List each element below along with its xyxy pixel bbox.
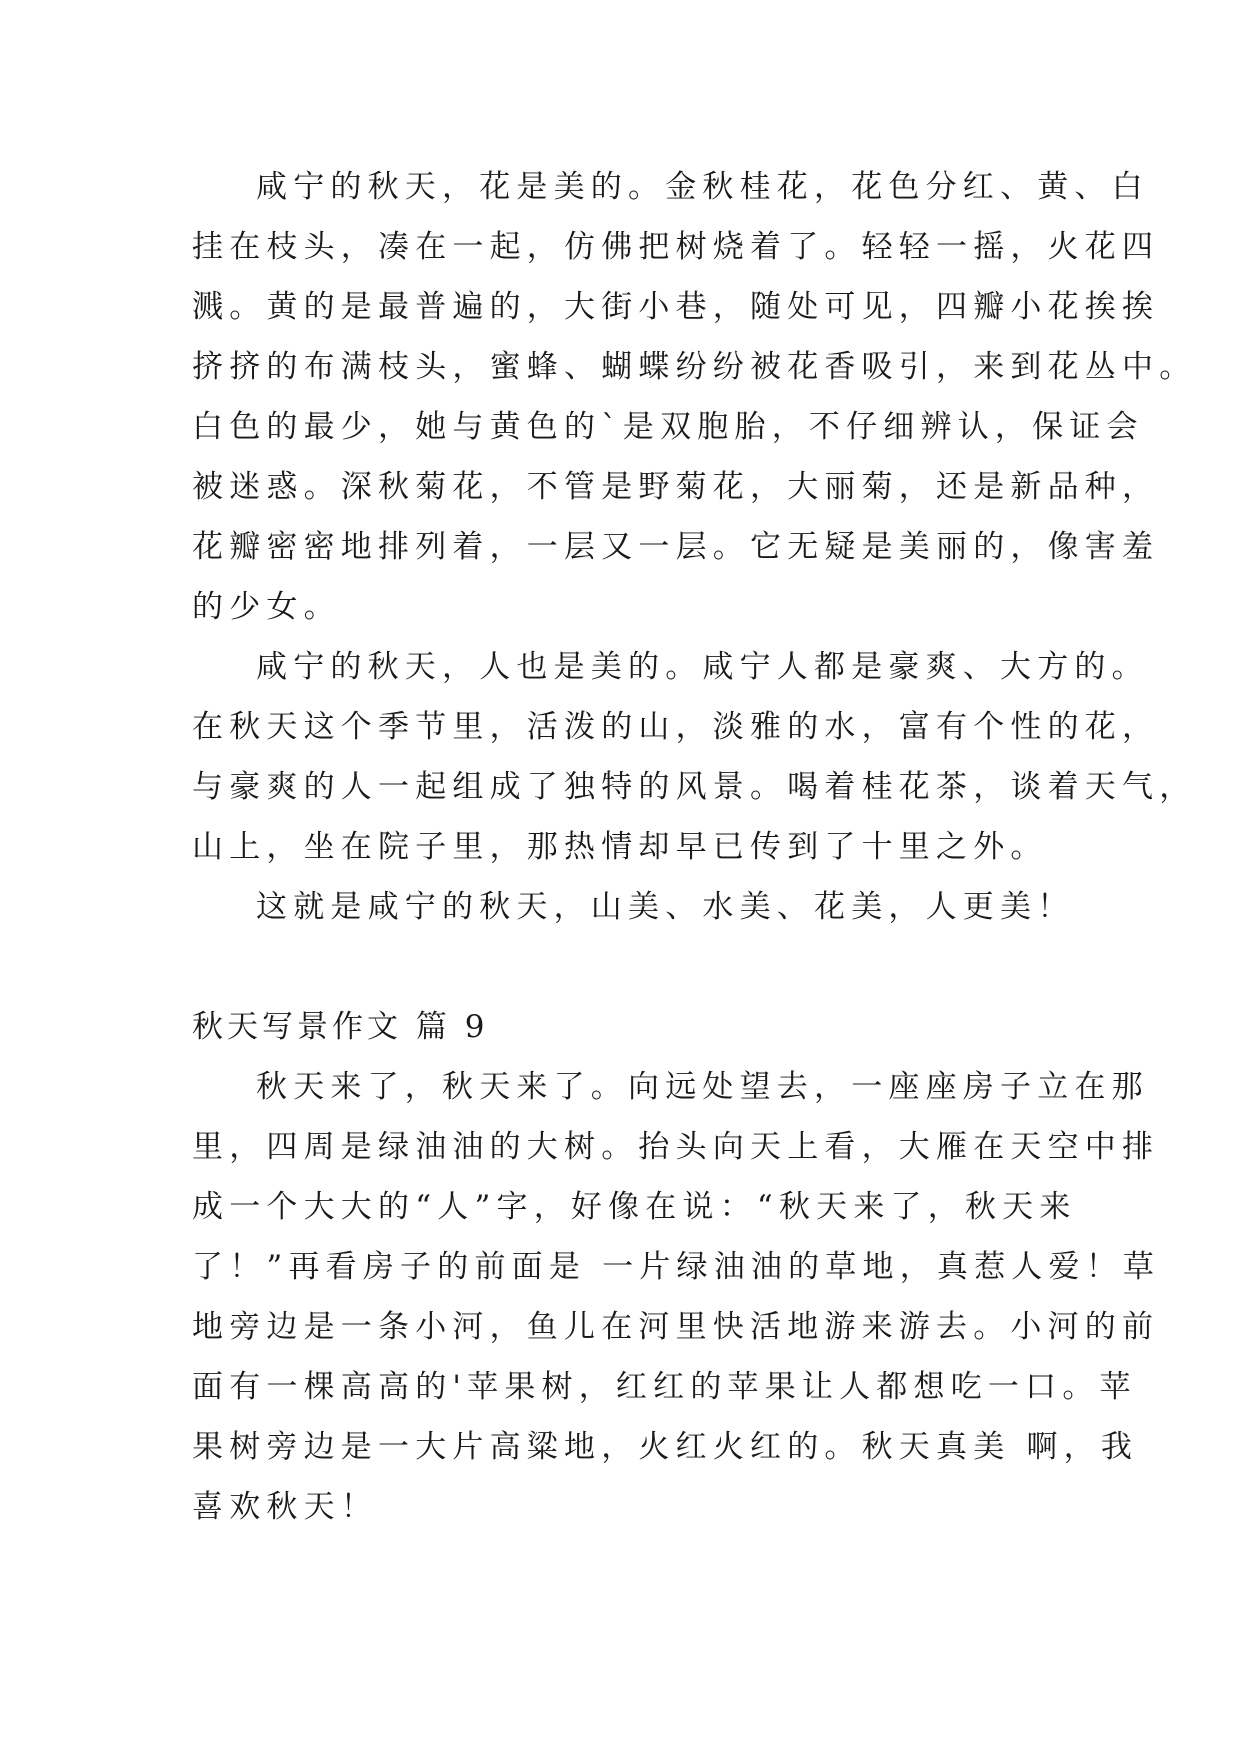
paragraph-1-line-5: 白色的最少，她与黄色的`是双胞胎，不仔细辨认，保证会 [192, 409, 1144, 445]
paragraph-4-line-7: 果树旁边是一大片高粱地，火红火红的。秋天真美 啊，我 [192, 1429, 1139, 1465]
section-heading: 秋天写景作文 篇 9 [192, 1009, 489, 1045]
paragraph-4-line-3: 成一个大大的“人”字，好像在说：“秋天来了，秋天来 [192, 1189, 1077, 1225]
paragraph-1-line-8: 的少女。 [192, 589, 341, 625]
paragraph-1-line-4: 挤挤的布满枝头，蜜蜂、蝴蝶纷纷被花香吸引，来到花丛中。 [192, 349, 1197, 385]
paragraph-2-line-3: 与豪爽的人一起组成了独特的风景。喝着桂花茶，谈着天气， [192, 769, 1197, 805]
paragraph-4-line-6: 面有一棵高高的'苹果树，红红的苹果让人都想吃一口。苹 [192, 1369, 1137, 1405]
paragraph-1-line-2: 挂在枝头，凑在一起，仿佛把树烧着了。轻轻一摇，火花四 [192, 229, 1160, 265]
paragraph-3-line-1: 这就是咸宁的秋天，山美、水美、花美，人更美！ [256, 889, 1075, 925]
paragraph-2-line-2: 在秋天这个季节里，活泼的山，淡雅的水，富有个性的花， [192, 709, 1160, 745]
paragraph-1-line-6: 被迷惑。深秋菊花，不管是野菊花，大丽菊，还是新品种， [192, 469, 1160, 505]
paragraph-4-line-1: 秋天来了，秋天来了。向远处望去，一座座房子立在那 [256, 1069, 1149, 1105]
paragraph-4-line-8: 喜欢秋天！ [192, 1489, 378, 1525]
paragraph-1-line-3: 溅。黄的是最普遍的，大街小巷，随处可见，四瓣小花挨挨 [192, 289, 1160, 325]
paragraph-4-line-2: 里，四周是绿油油的大树。抬头向天上看，大雁在天空中排 [192, 1129, 1160, 1165]
paragraph-1-line-7: 花瓣密密地排列着，一层又一层。它无疑是美丽的，像害羞 [192, 529, 1160, 565]
paragraph-2-line-1: 咸宁的秋天，人也是美的。咸宁人都是豪爽、大方的。 [256, 649, 1149, 685]
paragraph-1-line-1: 咸宁的秋天，花是美的。金秋桂花，花色分红、黄、白 [256, 169, 1149, 205]
paragraph-4-line-5: 地旁边是一条小河，鱼儿在河里快活地游来游去。小河的前 [192, 1309, 1160, 1345]
paragraph-2-line-4: 山上，坐在院子里，那热情却早已传到了十里之外。 [192, 829, 1048, 865]
paragraph-4-line-4: 了！”再看房子的前面是 一片绿油油的草地，真惹人爱！草 [192, 1249, 1161, 1285]
